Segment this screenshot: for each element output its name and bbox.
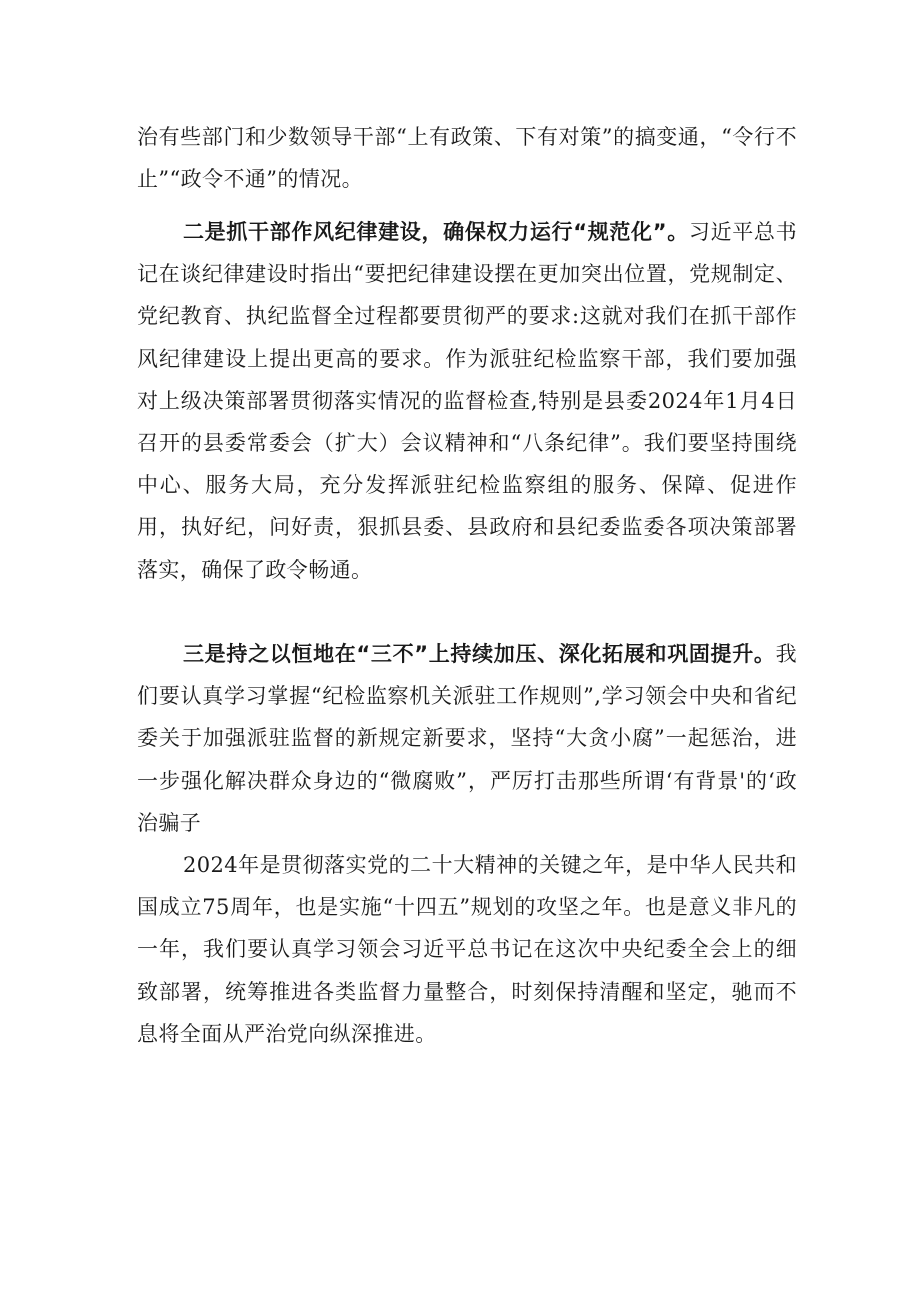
paragraph-text: 治有些部门和少数领导干部“上有政策、下有对策”的搞变通，“令行不止”“政令不通”的情况。 xyxy=(137,125,797,192)
paragraph-discipline-building xyxy=(137,211,797,591)
paragraph-heading: 三是持之以恒地在“三不”上持续加压、深化拓展和巩固提升。 xyxy=(183,642,776,666)
paragraph-text: 我们要认真学习掌握“纪检监察机关派驻工作规则”,学习领会中央和省纪委关于加强派驻监督的新规定新要求，坚持“大贪小腐”一起惩治，进一步强化解决群众身边的“微腐败”，严厉打击那些所谓‘有背景'的‘政治骗子 xyxy=(137,642,797,835)
paragraph-three-nots xyxy=(137,633,797,844)
paragraph-2024-summary xyxy=(137,844,797,1055)
paragraph-text: 2024年是贯彻落实党的二十大精神的关键之年，是中华人民共和国成立75周年，也是实施“十四五”规划的攻坚之年。也是意义非凡的一年，我们要认真学习领会习近平总书记在这次中央纪委全会上的细致部署，统筹推进各类监督力量整合，时刻保持清醒和坚定，驰而不息将全面从严治党向纵深推进。 xyxy=(137,853,797,1046)
paragraph-heading: 二是抓干部作风纪律建设，确保权力运行“规范化”。 xyxy=(183,220,689,244)
paragraph-continuation xyxy=(137,116,797,200)
paragraph-text: 习近平总书记在谈纪律建设时指出“要把纪律建设摆在更加突出位置，党规制定、党纪教育、执纪监督全过程都要贯彻严的要求:这就对我们在抓干部作风纪律建设上提出更高的要求。作为派驻纪检监察干部，我们要加强对上级决策部署贯彻落实情况的监督检查,特别是县委2024年1月4日召开的县委常委会（扩大）会议精神和“八条纪律”。我们要坚持围绕中心、服务大局，充分发挥派驻纪检监察组的服务、保障、促进作用，执好纪，问好责，狠抓县委、县政府和县纪委监委各项决策部署落实，确保了政令畅通。 xyxy=(137,220,798,582)
